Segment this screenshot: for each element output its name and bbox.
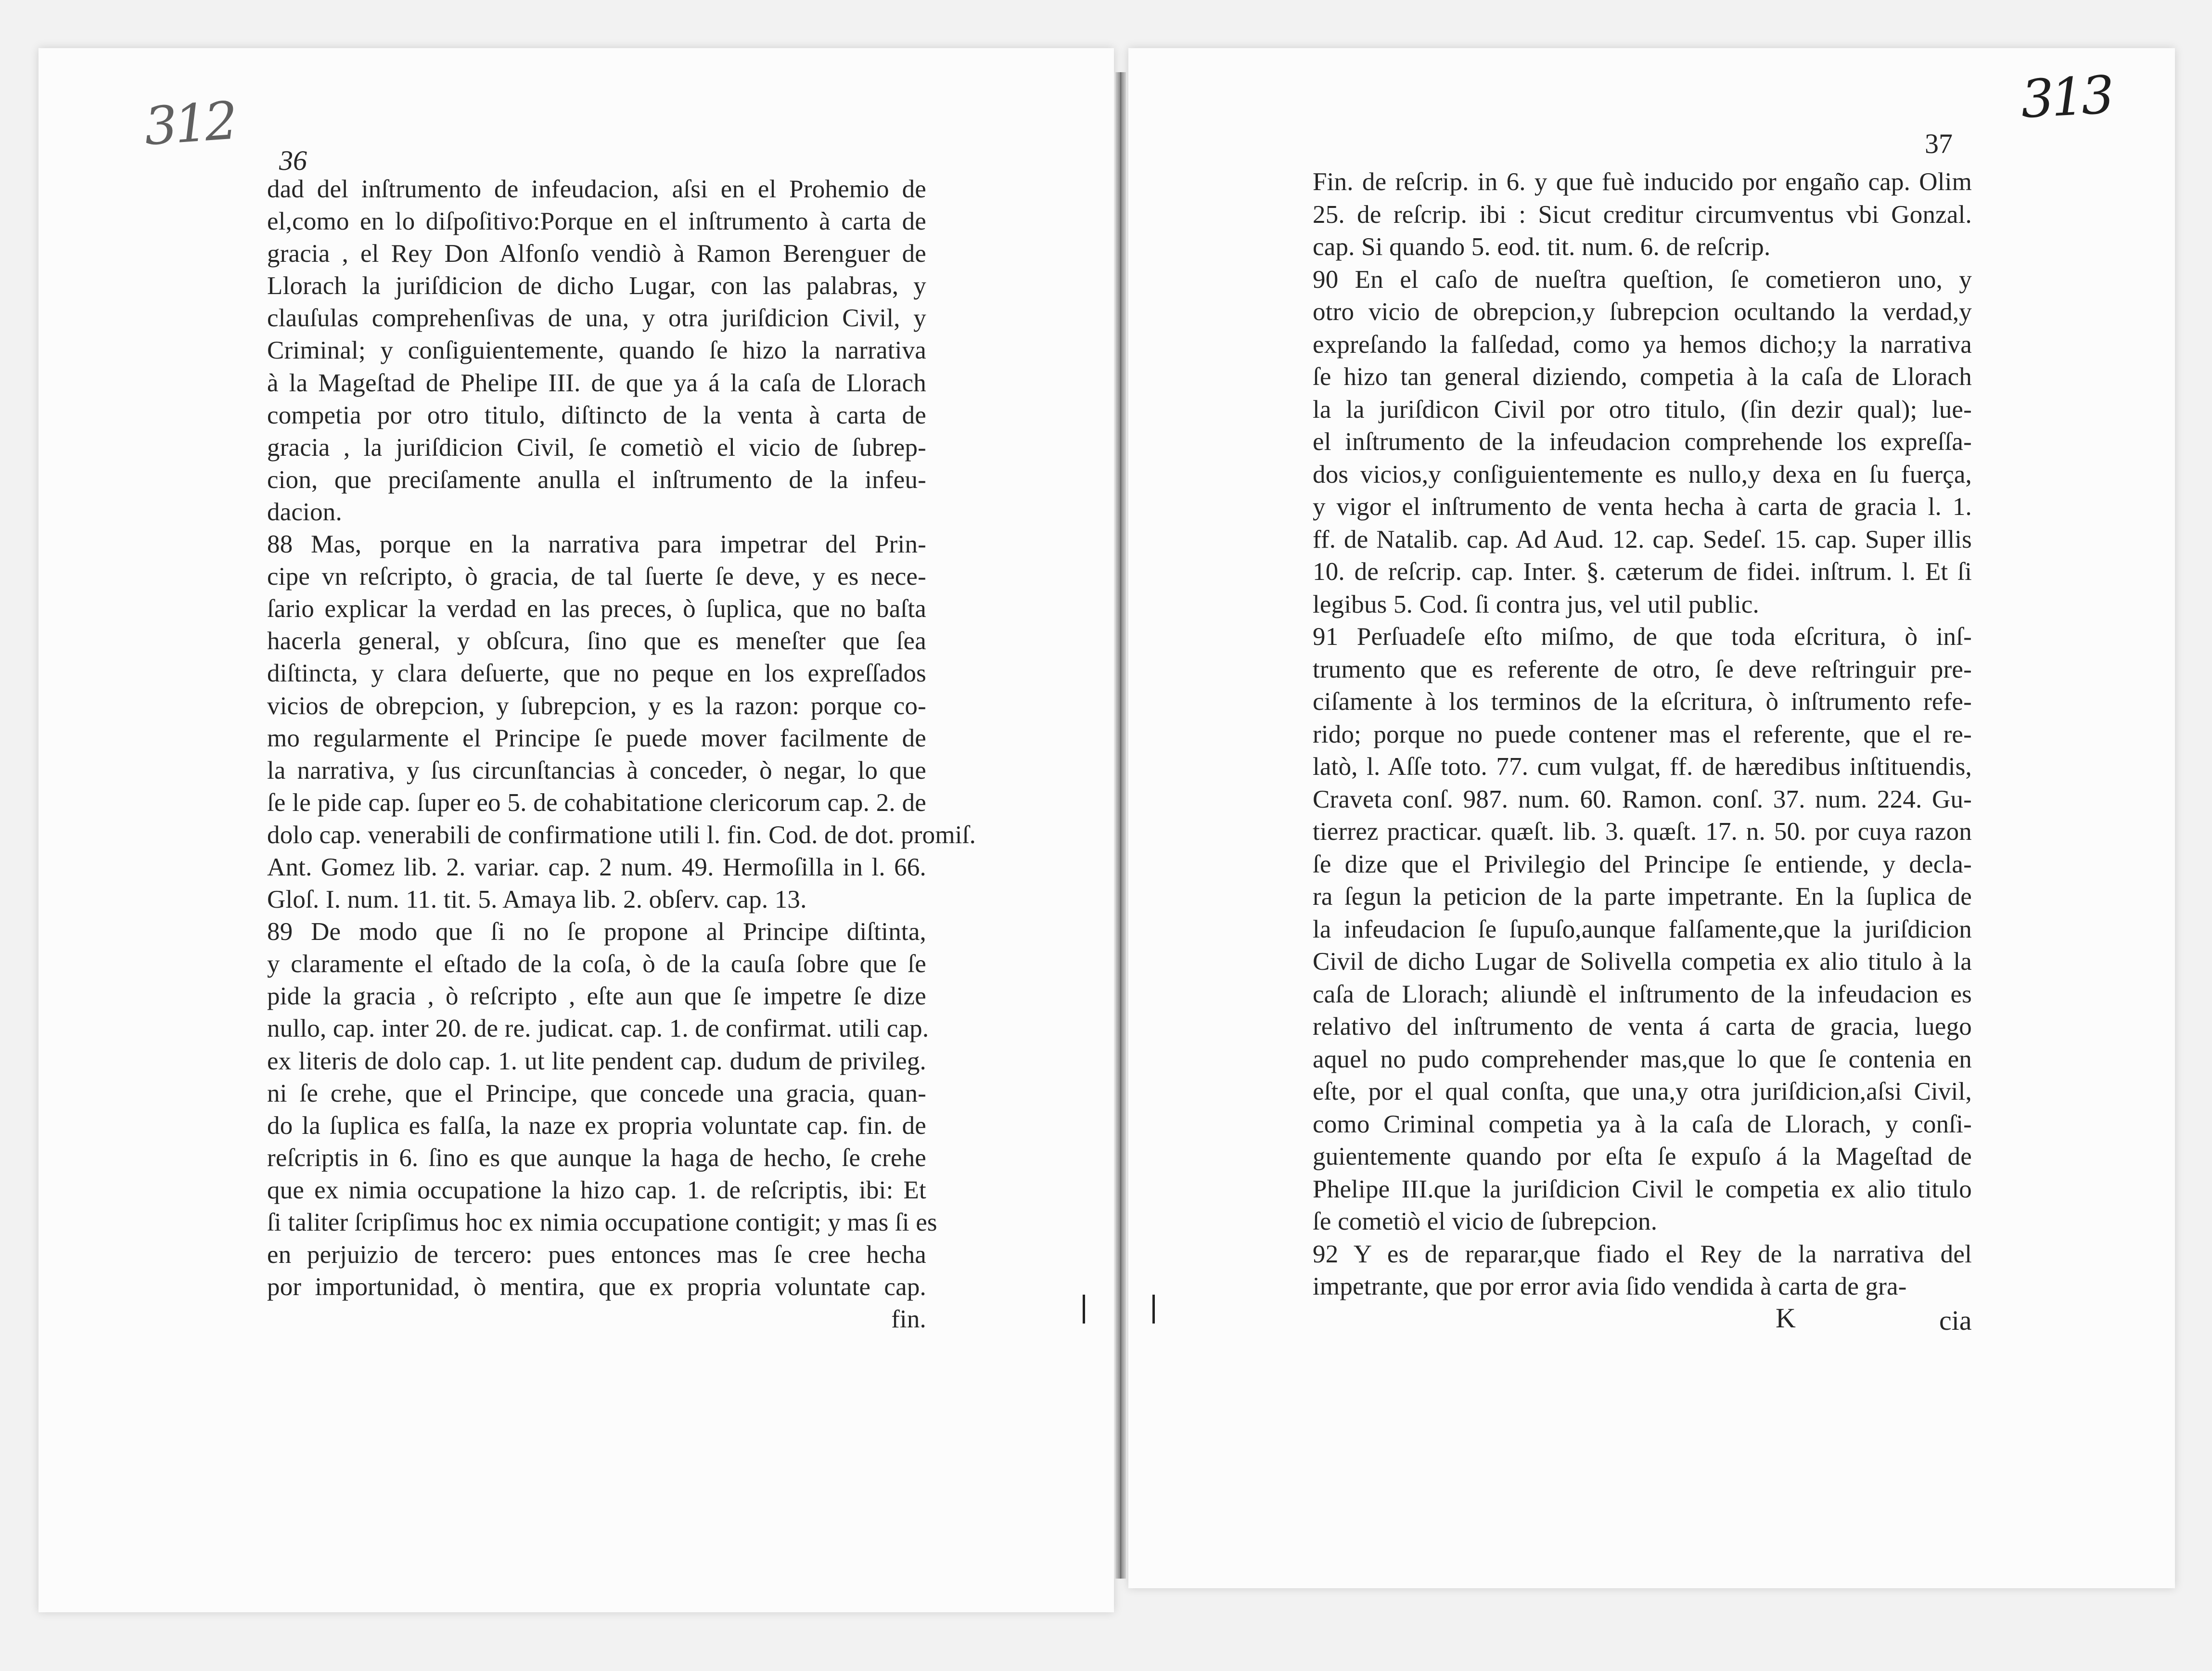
text-line: expreſando la falſedad, como ya hemos dicho;y la narrativa: [1313, 330, 1972, 359]
text-line: el inſtrumento de la infeudacion comprehende los expreſſa-: [1313, 428, 1972, 456]
text-line: nullo, cap. inter 20. de re. judicat. cap. 1. de confirmat. utili cap.: [267, 1015, 929, 1043]
text-line: guientemente quando por eſta ſe expuſo á la Mageſtad de: [1313, 1143, 1972, 1170]
left-text-block: [267, 173, 976, 1336]
text-line: mo regularmente el Principe ſe puede mover facilmente de: [267, 724, 926, 752]
text-line: 89 De modo que ſi no ſe propone al Principe diſtinta,: [267, 918, 926, 946]
text-line: y claramente el eſtado de la coſa, ò de la cauſa ſobre que ſe: [267, 950, 926, 978]
text-line: vicios de obrepcion, y ſubrepcion, y es la razon: porque co-: [267, 692, 926, 720]
text-line: reſcriptis in 6. ſino es que aunque la haga de hecho, ſe crehe: [267, 1144, 926, 1172]
text-line: Llorach la juriſdicion de dicho Lugar, con las palabras, y: [267, 272, 926, 300]
text-line: por importunidad, ò mentira, que ex propria voluntate cap.: [267, 1273, 926, 1301]
text-line: aquel no pudo comprehender mas,que lo que ſe contenia en: [1313, 1045, 1972, 1073]
text-line: à la Mageſtad de Phelipe III. de que ya á la caſa de Llorach: [267, 369, 926, 397]
text-line: ra ſegun la peticion de la parte impetrante. En la ſuplica de: [1313, 883, 1972, 911]
text-line: gracia , la juriſdicion Civil, ſe cometiò el vicio de ſubrep-: [267, 433, 926, 462]
handwritten-folio-right: 313: [2019, 65, 2113, 130]
text-line: Gloſ. I. num. 11. tit. 5. Amaya lib. 2. obſerv. cap. 13.: [267, 886, 807, 914]
page-number-left: 36: [279, 145, 307, 176]
text-line: ſario explicar la verdad en las preces, ò ſuplica, que no baſta: [267, 595, 926, 623]
text-line: competia por otro titulo, diſtincto de la venta à carta de: [267, 401, 926, 429]
text-line: do la ſuplica es falſa, la naze ex propria voluntate cap. fin. de: [267, 1111, 926, 1140]
text-line: diſtincta, y clara deſuerte, que no peque en los expreſſados: [267, 659, 926, 688]
text-line: y vigor el inſtrumento de venta hecha à carta de gracia l. 1.: [1313, 493, 1972, 521]
text-line: Phelipe III.que la juriſdicion Civil le competia ex alio titulo: [1313, 1175, 1972, 1203]
text-line: 10. de reſcrip. cap. Inter. §. cæterum de fidei. inſtrum. l. Et ſi: [1313, 558, 1972, 586]
text-line: la la juriſdicon Civil por otro titulo, (ſin dezir qual); lue-: [1313, 395, 1972, 424]
margin-mark: [1152, 1295, 1155, 1324]
text-line: Civil de dicho Lugar de Solivella competia ex alio titulo à la: [1313, 948, 1972, 976]
text-line: relativo del inſtrumento de venta á carta de gracia, luego: [1313, 1013, 1972, 1041]
catchword: cia: [1939, 1305, 1972, 1336]
text-line: fin.: [891, 1305, 926, 1334]
signature-mark: K: [1776, 1302, 1796, 1334]
text-line: que ex nimia occupatione la hizo cap. 1. de reſcriptis, ibi: Et: [267, 1176, 926, 1204]
text-line: la infeudacion ſe ſupuſo,aunque falſamente,que la juriſdicion: [1313, 915, 1972, 943]
text-line: latò, l. Aſſe toto. 77. cum vulgat, ff. de hæredibus inſtituendis,: [1313, 753, 1972, 781]
text-line: ſe hizo tan general diziendo, competia à la caſa de Llorach: [1313, 363, 1972, 391]
text-line: Criminal; y conſiguientemente, quando ſe hizo la narrativa: [267, 336, 926, 365]
margin-mark: [1083, 1295, 1085, 1324]
book-gutter: [1115, 72, 1126, 1579]
text-line: dacion.: [267, 498, 342, 526]
text-line: clauſulas comprehenſivas de una, y otra juriſdicion Civil, y: [267, 304, 926, 333]
text-line: impetrante, que por error avia ſido vendida à carta de gra-: [1313, 1273, 1907, 1300]
text-line: Fin. de reſcrip. in 6. y que fuè inducido por engaño cap. Olim: [1313, 168, 1972, 196]
text-line: ex literis de dolo cap. 1. ut lite pendent cap. dudum de privileg.: [267, 1047, 926, 1075]
text-line: cap. Si quando 5. eod. tit. num. 6. de reſcrip.: [1313, 233, 1771, 261]
text-line: pide la gracia , ò reſcripto , eſte aun que ſe impetre ſe dize: [267, 982, 926, 1011]
text-line: cipe vn reſcripto, ò gracia, de tal ſuerte ſe deve, y es nece-: [267, 563, 926, 591]
text-line: rido; porque no puede contener mas el referente, que el re-: [1313, 720, 1972, 748]
text-line: gracia , el Rey Don Alfonſo vendiò à Ramon Berenguer de: [267, 240, 926, 268]
text-line: dolo cap. venerabili de confirmatione utili l. fin. Cod. de dot. promiſ.: [267, 821, 976, 849]
text-line: Craveta conſ. 987. num. 60. Ramon. conſ. 37. num. 224. Gu-: [1313, 785, 1972, 813]
text-line: dos vicios,y conſiguientemente es nullo,y dexa en ſu fuerça,: [1313, 460, 1972, 488]
text-line: hacerla general, y obſcura, ſino que es meneſter que ſea: [267, 627, 926, 656]
text-line: la narrativa, y ſus circunſtancias à conceder, ò negar, lo que: [267, 756, 926, 784]
text-line: como Criminal competia ya à la caſa de Llorach, y conſi-: [1313, 1110, 1972, 1138]
text-line: 91 Perſuadeſe eſto miſmo, de que toda eſcritura, ò inſ-: [1313, 623, 1972, 651]
text-line: dad del inſtrumento de infeudacion, aſsi en el Prohemio de: [267, 175, 926, 203]
text-line: ni ſe crehe, que el Principe, que concede una gracia, quan-: [267, 1079, 926, 1107]
text-line: legibus 5. Cod. ſi contra jus, vel util public.: [1313, 590, 1759, 618]
text-line: caſa de Llorach; aliundè el inſtrumento de la infeudacion es: [1313, 980, 1972, 1008]
page-number-right: 37: [1925, 128, 1953, 159]
text-line: 92 Y es de reparar,que fiado el Rey de la narrativa del: [1313, 1240, 1972, 1268]
text-line: 90 En el caſo de nueſtra queſtion, ſe cometieron uno, y: [1313, 265, 1972, 294]
text-line: 25. de reſcrip. ibi : Sicut creditur circumventus vbi Gonzal.: [1313, 200, 1972, 229]
text-line: Ant. Gomez lib. 2. variar. cap. 2 num. 49. Hermoſilla in l. 66.: [267, 853, 926, 881]
text-line: ſe cometiò el vicio de ſubrepcion.: [1313, 1208, 1658, 1235]
text-line: ſe le pide cap. ſuper eo 5. de cohabitatione clericorum cap. 2. de: [267, 788, 926, 817]
text-line: otro vicio de obrepcion,y ſubrepcion ocultando la verdad,y: [1313, 298, 1972, 326]
text-line: ſe dize que el Privilegio del Principe ſe entiende, y decla-: [1313, 850, 1972, 878]
text-line: en perjuizio de tercero: pues entonces mas ſe cree hecha: [267, 1241, 926, 1269]
text-line: 88 Mas, porque en la narrativa para impetrar del Prin-: [267, 530, 926, 559]
text-line: trumento que es referente de otro, ſe deve reſtringuir pre-: [1313, 655, 1972, 683]
text-line: ff. de Natalib. cap. Ad Aud. 12. cap. Sedeſ. 15. cap. Super illis: [1313, 525, 1972, 553]
text-line: el,como en lo diſpoſitivo:Porque en el inſtrumento à carta de: [267, 207, 926, 236]
text-line: cion, que preciſamente anulla el inſtrumento de la infeu-: [267, 465, 926, 494]
text-line: tierrez practicar. quæſt. lib. 3. quæſt. 17. n. 50. por cuya razon: [1313, 818, 1972, 846]
right-text-block: [1313, 166, 1972, 1303]
text-line: ſi taliter ſcripſimus hoc ex nimia occupatione contigit; y mas ſi es: [267, 1208, 937, 1236]
handwritten-folio-left: 312: [142, 90, 237, 157]
text-line: ciſamente à los terminos de la eſcritura, ò inſtrumento refe-: [1313, 688, 1972, 716]
text-line: eſte, por el qual conſta, que una,y otra juriſdicion,aſsi Civil,: [1313, 1078, 1972, 1105]
